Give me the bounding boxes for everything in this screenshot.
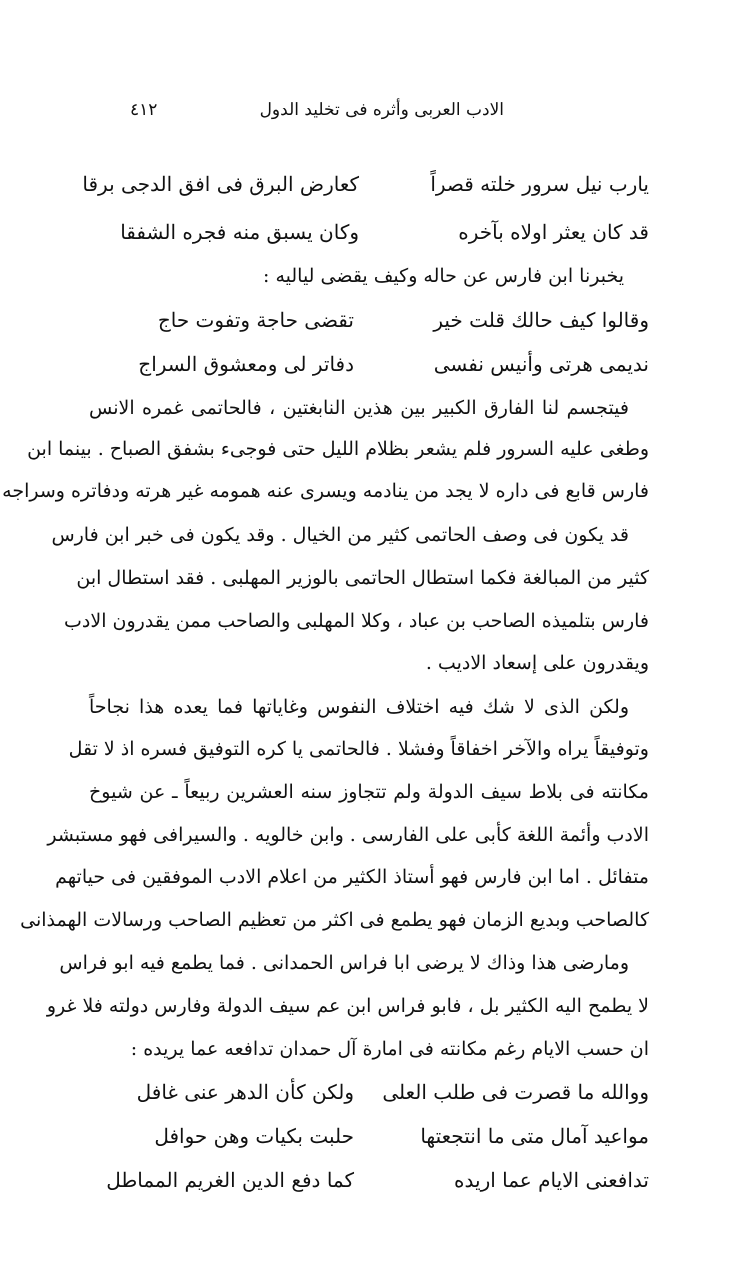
verse-hemistich-right: نديمى هرتى وأنيس نفسى — [433, 352, 649, 376]
paragraph-line: مكانته فى بلاط سيف الدولة ولم تتجاوز سنه العشرين ربيعاً ـ عن شيوخ — [89, 781, 649, 803]
verse-hemistich-left: كعارض البرق فى افق الدجى برقا — [82, 172, 359, 196]
running-header-title: الادب العربى وأثره فى تخليد الدول — [259, 100, 504, 120]
paragraph-line: فيتجسم لنا الفارق الكبير بين هذين النابغتين ، فالحاتمى غمره الانس — [89, 397, 629, 419]
paragraph-line: ومارضى هذا وذاك لا يرضى ابا فراس الحمدانى . فما يطمع فيه ابو فراس — [59, 952, 629, 974]
verse-hemistich-right: وقالوا كيف حالك قلت خير — [433, 308, 649, 332]
paragraph-line: كثير من المبالغة فكما استطال الحاتمى بالوزير المهلبى . فقد استطال ابن — [76, 567, 649, 589]
page-number: ٤١٢ — [130, 100, 158, 120]
verse-hemistich-left: ولكن كأن الدهر عنى غافل — [136, 1080, 354, 1104]
paragraph-line: وطغى عليه السرور فلم يشعر بظلام الليل حتى فوجىء بشفق الصباح . بينما ابن — [27, 438, 649, 460]
paragraph-line: متفائل . اما ابن فارس فهو أستاذ الكثير من اعلام الادب الموفقين فى حياتهم — [55, 866, 649, 888]
paragraph-line: لا يطمح اليه الكثير بل ، فابو فراس ابن عم سيف الدولة وفارس دولته فلا غرو — [46, 995, 649, 1017]
paragraph-line: وتوفيقاً يراه والآخر اخفاقاً وفشلا . فالحاتمى يا كره التوفيق فسره اذ لا تقل — [68, 738, 649, 760]
verse-hemistich-left: دفاتر لى ومعشوق السراج — [138, 352, 354, 376]
verse-hemistich-right: قد كان يعثر اولاه بآخره — [458, 220, 649, 244]
verse-hemistich-right: تدافعنى الايام عما اريده — [454, 1168, 649, 1192]
verse-hemistich-left: حلبت بكيات وهن حوافل — [154, 1124, 354, 1148]
paragraph-line: فارس قابع فى داره لا يجد من ينادمه ويسرى عنه همومه غير هرته ودفاتره وسراجه — [2, 480, 649, 502]
verse-hemistich-left: وكان يسبق منه فجره الشفقا — [120, 220, 359, 244]
paragraph-line: ان حسب الايام رغم مكانته فى امارة آل حمدان تدافعه عما يريده : — [130, 1038, 649, 1060]
verse-hemistich-left: كما دفع الدين الغريم المماطل — [106, 1168, 354, 1192]
verse-hemistich-right: ووالله ما قصرت فى طلب العلى — [382, 1080, 649, 1104]
paragraph-line: ولكن الذى لا شك فيه اختلاف النفوس وغاياتها فما يعده هذا نجاحاً — [89, 696, 629, 718]
paragraph-line: فارس بتلميذه الصاحب بن عباد ، وكلا المهلبى والصاحب ممن يقدرون الادب — [64, 610, 649, 632]
paragraph-line: ويقدرون على إسعاد الاديب . — [425, 652, 649, 674]
paragraph-line: كالصاحب وبديع الزمان فهو يطمع فى اكثر من تعظيم الصاحب ورسالات الهمذانى — [20, 909, 649, 931]
verse-hemistich-right: يارب نيل سرور خلته قصراً — [430, 172, 649, 196]
intro-line: يخبرنا ابن فارس عن حاله وكيف يقضى لياليه : — [263, 265, 624, 287]
verse-hemistich-right: مواعيد آمال متى ما انتجعتها — [420, 1124, 649, 1148]
paragraph-line: الادب وأئمة اللغة كأبى على الفارسى . وابن خالويه . والسيرافى فهو مستبشر — [47, 824, 649, 846]
paragraph-line: قد يكون فى وصف الحاتمى كثير من الخيال . وقد يكون فى خبر ابن فارس — [51, 524, 629, 546]
verse-hemistich-left: تقضى حاجة وتفوت حاج — [157, 308, 354, 332]
